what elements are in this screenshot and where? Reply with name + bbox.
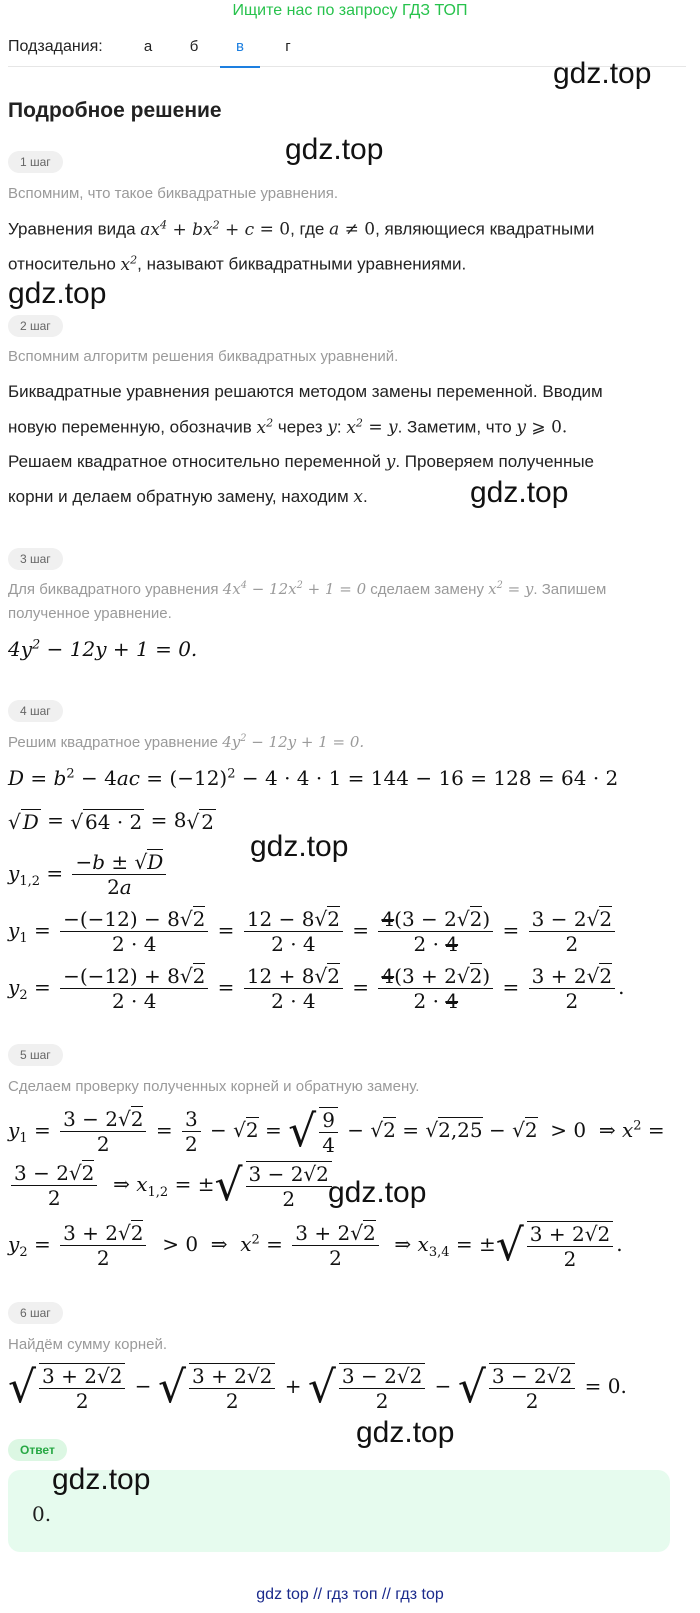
watermark: gdz.top <box>8 277 107 310</box>
equation: √ D = √ 64 · 2 = 8√ 2 <box>8 808 214 834</box>
step-text: новую переменную, обозначив $x^2$ через y: $x^2 = y$. Заметим, что y ⩾ 0. <box>8 416 568 438</box>
step-badge: 5 шаг <box>8 1044 63 1066</box>
footer-links[interactable]: gdz top // гдз топ // гдз top <box>256 1586 444 1603</box>
watermark: gdz.top <box>250 830 349 863</box>
equation: $y_2$ = $\frac{-(-12) + 8√2}{2 \cdot 4}$ = $\frac{12 + 8√2}{2 \cdot 4}$ = $\frac{4(3 + 2√2)}{2 \cdot 4}$ = $\frac{3 + 2√2}{2}$ . <box>8 964 625 1013</box>
watermark: gdz.top <box>356 1416 455 1449</box>
step-badge: 4 шаг <box>8 700 63 722</box>
step-hint: полученное уравнение. <box>8 605 172 622</box>
step-hint: Вспомним алгоритм решения биквадратных уравнений. <box>8 348 399 365</box>
step-text: Решаем квадратное относительно переменной y. Проверяем полученные <box>8 452 594 472</box>
watermark: gdz.top <box>285 133 384 166</box>
answer-value: 0. <box>32 1502 52 1526</box>
watermark: gdz.top <box>553 57 652 90</box>
tab-a[interactable]: а <box>143 38 153 55</box>
subtasks-label: Подзадания: <box>8 38 103 55</box>
tab-b[interactable]: б <box>189 38 199 55</box>
step-badge: 1 шаг <box>8 151 63 173</box>
step-text: Уравнения вида $ax^4 + bx^2 + c = 0$, где a ≠ 0, являющиеся квадратными <box>8 218 595 240</box>
equation: $\frac{3 - 2√2}{2}$ ⇒ $x_{1,2}$ = ±√ $\frac{3 - 2√2}{2}$ <box>8 1160 335 1211</box>
equation: $y_2$ = $\frac{3 + 2√2}{2}$ > 0 ⇒ $x^2$ = $\frac{3 + 2√2}{2}$ ⇒ $x_{3,4}$ = ±√ $\frac{3 + 2√2}{2}$ . <box>8 1220 623 1271</box>
search-banner: Ищите нас по запросу ГДЗ ТОП <box>232 2 468 19</box>
watermark: gdz.top <box>470 476 569 509</box>
equation: √ $\frac{3 + 2√2}{2}$ − √ $\frac{3 + 2√2}{2}$ + √ $\frac{3 - 2√2}{2}$ − √ $\frac{3 - 2√2}{2}$ = 0. <box>8 1362 627 1413</box>
step-hint: Найдём сумму корней. <box>8 1336 168 1353</box>
tab-v[interactable]: в <box>220 38 260 68</box>
step-badge: 2 шаг <box>8 315 63 337</box>
step-text: Биквадратные уравнения решаются методом замены переменной. Вводим <box>8 382 603 401</box>
step-hint: Вспомним, что такое биквадратные уравнения. <box>8 185 339 202</box>
equation: $y_{1,2}$ = $\frac{-b \pm √D}{2a}$ <box>8 850 169 899</box>
step-hint: Для биквадратного уравнения $4x^4 - 12x^2 + 1 = 0$ сделаем замену $x^2 = y$. Запишем <box>8 580 607 598</box>
tab-g[interactable]: г <box>285 38 291 55</box>
step-badge: 3 шаг <box>8 548 63 570</box>
watermark: gdz.top <box>328 1176 427 1209</box>
step-badge: 6 шаг <box>8 1302 63 1324</box>
step-text: корни и делаем обратную замену, находим x. <box>8 487 368 507</box>
step-hint: Решим квадратное уравнение $4y^2 - 12y + 1 = 0$. <box>8 733 365 751</box>
answer-badge: Ответ <box>8 1439 67 1461</box>
page-title: Подробное решение <box>8 99 222 122</box>
equation: $D = b^2 - 4ac = (-12)^2 - 4 \cdot 4 \cdot 1 = 144 - 16 = 128 = 64 \cdot 2$ <box>8 766 619 790</box>
equation: $y_1$ = $\frac{3 - 2√2}{2}$ = $\frac{3}{2}$ − √2 = √ $\frac{9}{4}$ − √2 = √2,25 − √2 > 0 ⇒ $x^2$ = <box>8 1106 665 1157</box>
watermark: gdz.top <box>52 1463 151 1496</box>
step-hint: Сделаем проверку полученных корней и обратную замену. <box>8 1078 420 1095</box>
step-text: относительно $x^2$, называют биквадратными уравнениями. <box>8 253 467 275</box>
equation: $y_1$ = $\frac{-(-12) - 8√2}{2 \cdot 4}$ = $\frac{12 - 8√2}{2 \cdot 4}$ = $\frac{4(3 - 2√2)}{2 \cdot 4}$ = $\frac{3 - 2√2}{2}$ <box>8 907 618 956</box>
equation: $4y^2 - 12y + 1 = 0$. <box>8 637 198 661</box>
